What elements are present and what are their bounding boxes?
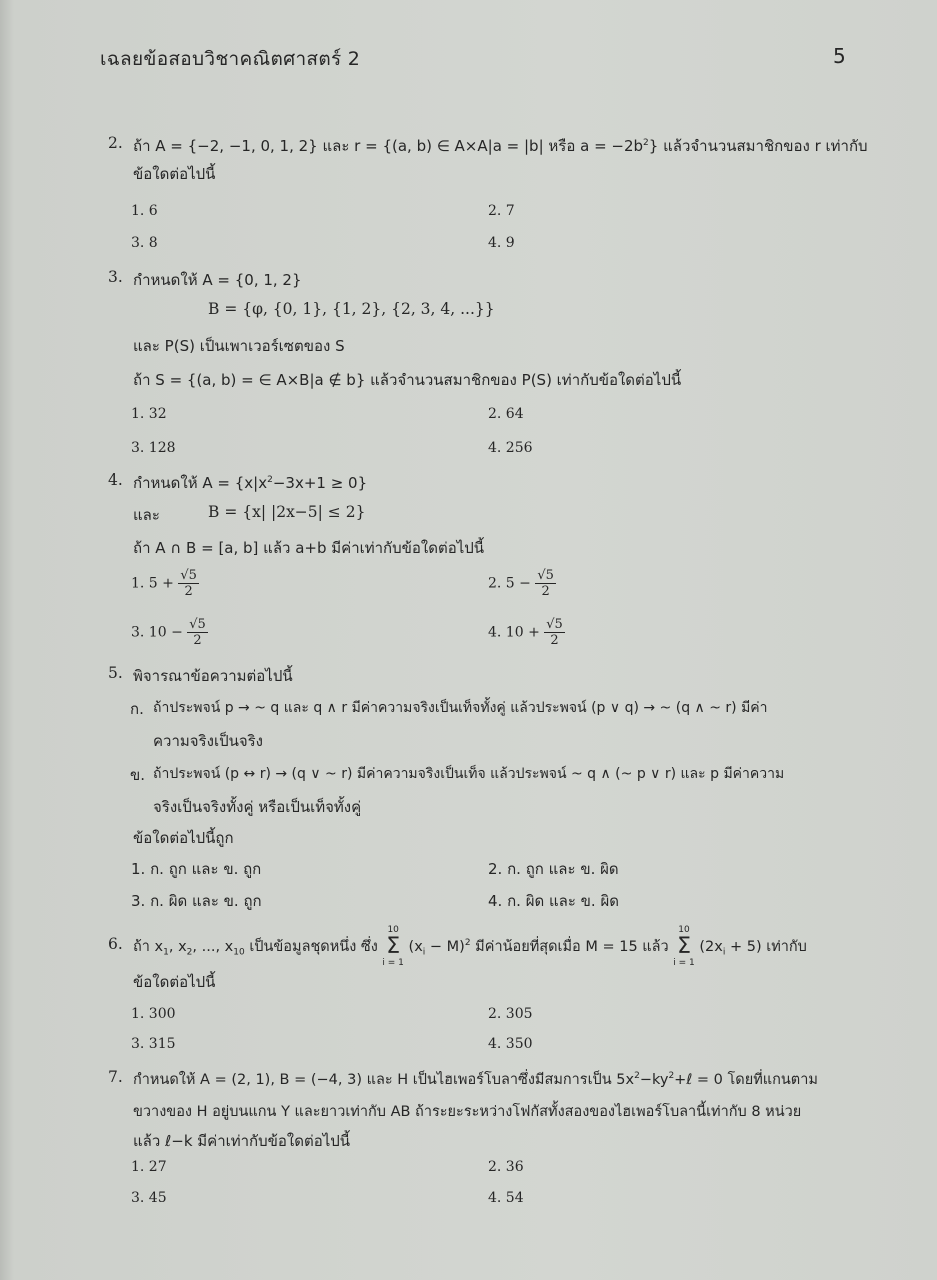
sigma-lower-limit: i = 1 <box>382 957 404 968</box>
option-1: 1. 27 <box>131 1159 167 1175</box>
question-text-part: ถ้า x <box>133 938 164 955</box>
statement-a-text-continued: ความจริงเป็นจริง <box>153 732 264 750</box>
question-text <box>133 471 367 495</box>
fraction <box>535 568 556 599</box>
question-text-part: กำหนดให้ A = (2, 1), B = (−4, 3) และ H เป็นไฮเพอร์โบลาซึ่งมีสมการเป็น 5x <box>133 1072 635 1088</box>
option-4: 4. 9 <box>488 235 515 251</box>
question-text-continued: ถ้า S = {(a, b) = ∈ A×B|a ∉ b} แล้วจำนวนสมาชิกของ P(S) เท่ากับข้อใดต่อไปนี้ <box>133 371 682 389</box>
fraction <box>187 617 208 648</box>
option-3: 3. 8 <box>131 235 158 251</box>
question-text <box>133 1068 818 1091</box>
question-text-part: } แล้วจำนวนสมาชิกของ r เท่ากับ <box>648 137 868 155</box>
question-text-part: กำหนดให้ A = {x|x <box>133 474 268 492</box>
question-text-continued: ข้อใดต่อไปนี้ <box>133 973 216 991</box>
option-2: 2. 64 <box>488 406 524 422</box>
option-4: 4. 54 <box>488 1190 524 1206</box>
option-4: 4. 256 <box>488 440 533 456</box>
superscript: 2 <box>267 475 273 485</box>
summation-symbol <box>673 925 695 969</box>
option-prefix: 2. 5 − <box>488 575 531 592</box>
fraction-numerator: √5 <box>537 568 554 583</box>
option-2 <box>488 568 556 599</box>
question-text-continued: ถ้า A ∩ B = [a, b] แล้ว a+b มีค่าเท่ากับข้อใดต่อไปนี้ <box>133 539 485 557</box>
statement-b-text: ถ้าประพจน์ (p ↔ r) → (q ∨ ~ r) มีค่าความจริงเป็นเท็จ แล้วประพจน์ ~ q ∧ (~ p ∨ r) และ p มีค่าความ <box>153 766 785 782</box>
superscript: 2 <box>643 138 649 148</box>
superscript: 2 <box>464 938 471 948</box>
option-3 <box>131 617 208 648</box>
question-text-part: , x <box>168 938 187 955</box>
set-b-definition: B = {φ, {0, 1}, {1, 2}, {2, 3, 4, ...}} <box>208 300 495 318</box>
expression-part: + 5) เท่ากับ <box>725 938 807 955</box>
option-2: 2. 305 <box>488 1006 533 1022</box>
option-2: 2. 36 <box>488 1159 524 1175</box>
fraction <box>544 617 565 648</box>
question-text <box>133 922 807 968</box>
fraction-numerator: √5 <box>189 617 206 632</box>
question-number: 3. <box>108 268 123 286</box>
question-text-part: ถ้า A = {−2, −1, 0, 1, 2} และ r = {(a, b) ∈ A×A|a = |b| หรือ a = −2b <box>133 137 644 155</box>
option-4 <box>488 617 565 648</box>
sigma-icon: Σ <box>386 933 401 959</box>
question-number: 7. <box>108 1068 123 1086</box>
expression-part: − M) <box>425 938 465 955</box>
question-text-part: เป็นข้อมูลชุดหนึ่ง ซึ่ง <box>244 938 378 955</box>
question-text-continued: ขวางของ H อยู่บนแกน Y และยาวเท่ากับ AB ถ้าระยะระหว่างโฟกัสทั้งสองของไฮเพอร์โบลานี้เท่ากับ 8 หน่วย <box>133 1104 802 1120</box>
fraction-denominator: 2 <box>184 584 193 599</box>
fraction-denominator: 2 <box>193 633 202 648</box>
question-text-part: +ℓ = 0 โดยที่แกนตาม <box>674 1072 818 1088</box>
expression-part: (x <box>408 938 423 955</box>
question-text: กำหนดให้ A = {0, 1, 2} <box>133 271 302 289</box>
question-text-part: −ky <box>639 1072 669 1088</box>
option-3: 3. ก. ผิด และ ข. ถูก <box>131 892 262 910</box>
and-label: และ <box>133 506 160 524</box>
option-3: 3. 45 <box>131 1190 167 1206</box>
subscript: 2 <box>186 947 193 958</box>
statement-b-label: ข. <box>130 766 146 784</box>
question-text-continued: และ P(S) เป็นเพาเวอร์เซตของ S <box>133 337 345 355</box>
statement-a-text: ถ้าประพจน์ p → ~ q และ q ∧ r มีค่าความจริงเป็นเท็จทั้งคู่ แล้วประพจน์ (p ∨ q) → ~ (q ∧ ~ r) มีค่า <box>153 700 768 716</box>
sigma-upper-limit: 10 <box>678 924 690 935</box>
question-text-part: −3x+1 ≥ 0} <box>272 474 368 492</box>
question-text-part: มีค่าน้อยที่สุดเมื่อ M = 15 แล้ว <box>470 938 669 955</box>
option-prefix: 4. 10 + <box>488 624 540 641</box>
option-2: 2. ก. ถูก และ ข. ผิด <box>488 860 619 878</box>
option-4: 4. 350 <box>488 1036 533 1052</box>
question-number: 4. <box>108 471 123 489</box>
sigma-icon: Σ <box>677 933 691 959</box>
page-number: 5 <box>833 44 846 68</box>
fraction-numerator: √5 <box>546 617 563 632</box>
question-text-continued: ข้อใดต่อไปนี้ <box>133 165 216 183</box>
option-1: 1. ก. ถูก และ ข. ถูก <box>131 860 262 878</box>
option-3: 3. 315 <box>131 1036 176 1052</box>
question-text: พิจารณาข้อความต่อไปนี้ <box>133 667 293 685</box>
fraction <box>178 568 199 599</box>
statement-a-label: ก. <box>130 700 144 718</box>
option-1: 1. 32 <box>131 406 167 422</box>
option-2: 2. 7 <box>488 203 515 219</box>
question-prompt: ข้อใดต่อไปนี้ถูก <box>133 829 234 847</box>
subscript: 1 <box>163 947 169 958</box>
question-text-continued: แล้ว ℓ−k มีค่าเท่ากับข้อใดต่อไปนี้ <box>133 1132 351 1150</box>
question-text <box>133 134 868 158</box>
subscript: 10 <box>233 947 245 958</box>
statement-b-text-continued: จริงเป็นจริงทั้งคู่ หรือเป็นเท็จทั้งคู่ <box>153 798 362 816</box>
summation-symbol <box>382 925 404 969</box>
superscript: 2 <box>668 1071 675 1082</box>
option-1 <box>131 568 199 599</box>
fraction-numerator: √5 <box>180 568 197 583</box>
option-1: 1. 6 <box>131 203 158 219</box>
page-header-title: เฉลยข้อสอบวิชาคณิตศาสตร์ 2 <box>100 48 361 70</box>
question-number: 2. <box>108 134 123 152</box>
subscript: i <box>722 947 726 958</box>
sigma-lower-limit: i = 1 <box>673 957 695 968</box>
option-prefix: 1. 5 + <box>131 575 174 592</box>
expression-part: (2x <box>699 938 723 955</box>
superscript: 2 <box>634 1071 640 1082</box>
question-text-part: , ..., x <box>192 938 234 955</box>
sigma-upper-limit: 10 <box>387 924 399 935</box>
option-1: 1. 300 <box>131 1006 176 1022</box>
fraction-denominator: 2 <box>541 584 550 599</box>
subscript: i <box>422 947 426 958</box>
fraction-denominator: 2 <box>550 633 559 648</box>
option-4: 4. ก. ผิด และ ข. ผิด <box>488 892 620 910</box>
option-3: 3. 128 <box>131 440 176 456</box>
question-number: 6. <box>108 935 123 953</box>
option-prefix: 3. 10 − <box>131 624 183 641</box>
question-number: 5. <box>108 664 123 682</box>
set-b-definition: B = {x| |2x−5| ≤ 2} <box>208 503 366 521</box>
